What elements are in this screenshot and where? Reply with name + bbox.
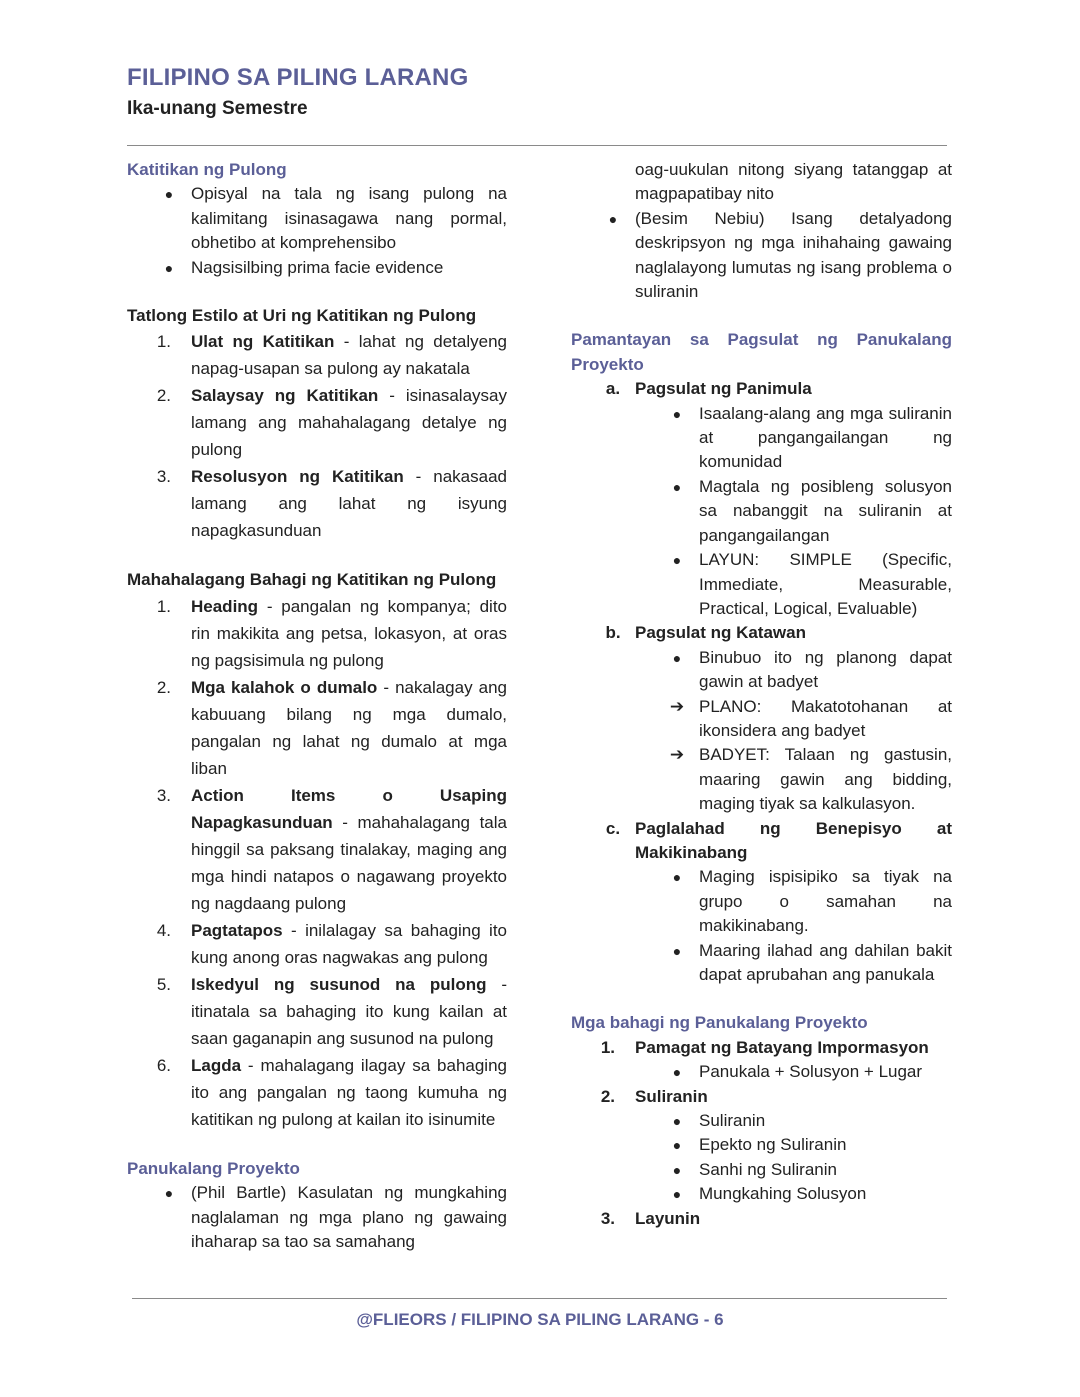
bullet-icon: ●: [672, 1064, 682, 1081]
section-heading-pamantayan: Pamantayan sa Pagsulat ng Panukalang Proyekto: [571, 330, 952, 374]
list-item: ● Binubuo ito ng planong dapat gawin at badyet: [571, 646, 952, 695]
list-item: ● LAYUN: SIMPLE (Specific, Immediate, Measurable, Practical, Logical, Evaluable): [571, 548, 952, 621]
list-item: ● Magtala ng posibleng solusyon sa nabanggit na suliranin at pangangailangan: [571, 475, 952, 548]
section-heading-bahagi: Mahahalagang Bahagi ng Katitikan ng Pulong: [127, 570, 497, 590]
section-heading-mga-bahagi: Mga bahagi ng Panukalang Proyekto: [571, 1013, 868, 1033]
list-item: ● Panukala + Solusyon + Lugar: [571, 1060, 952, 1084]
header-divider: [127, 145, 947, 146]
numbered-item: 3. Resolusyon ng Katitikan - nakasaad lamang ang lahat ng isyung napagkasunduan: [156, 467, 507, 541]
numbered-item: 1. Ulat ng Katitikan - lahat ng detalyeng napag-usapan sa pulong ay nakatala: [156, 332, 508, 379]
numbered-item: 3. Layunin: [600, 1208, 701, 1228]
arrow-icon: ➔: [669, 745, 685, 765]
bullet-icon: ●: [672, 942, 682, 959]
page-footer: @FLIEORS / FILIPINO SA PILING LARANG - 6: [356, 1310, 724, 1329]
numbered-item: 5. Iskedyul ng susunod na pulong - itinatala sa bahaging ito kung kailan at saan gaganapin ang susunod na pulong: [156, 974, 507, 1048]
lettered-item: b. Pagsulat ng Katawan: [605, 623, 806, 643]
bullet-icon: ●: [608, 210, 618, 227]
numbered-item: 6. Lagda - mahalagang ilagay sa bahaging ito ang pangalan ng taong kumuha ng katitikan ng pulong at kailan ito isinumite: [156, 1055, 507, 1129]
list-item: ➔ BADYET: Talaan ng gastusin, maaring gawin ang bidding, maging tiyak sa kalkulasyon.: [571, 743, 952, 816]
numbered-item: 2. Salaysay ng Katitikan - isinasalaysay lamang ang mahahalagang detalye ng pulong: [156, 386, 507, 460]
bullet-icon: ●: [164, 259, 174, 276]
page-subtitle: Ika-unang Semestre: [127, 98, 308, 119]
list-item: ● Epekto ng Suliranin: [571, 1133, 952, 1157]
list-item: ● Isaalang-alang ang mga suliranin at pangangailangan ng komunidad: [571, 402, 952, 475]
numbered-item: 4. Pagtatapos - inilalagay sa bahaging ito kung anong oras nagwakas ang pulong: [156, 920, 507, 967]
numbered-item: 2. Mga kalahok o dumalo - nakalagay ang kabuuang bilang ng mga dumalo, pangalan ng lahat ng dumalo at mga liban: [156, 677, 508, 778]
section-heading-estilo: Tatlong Estilo at Uri ng Katitikan ng Pulong: [127, 306, 477, 326]
numbered-item: 3. Action Items o Usaping Napagkasunduan - mahahalagang tala hinggil sa paksang tinalakay, maging ang mga hindi natapos o nagawang proyekto ng nagdaang pulong: [156, 785, 507, 913]
list-item: ● Opisyal na tala ng isang pulong na kalimitang isinasagawa nang pormal, obhetibo at komprehensibo: [127, 182, 507, 255]
bullet-icon: ●: [672, 405, 682, 422]
section-heading-katitikan: Katitikan ng Pulong: [127, 160, 287, 179]
list-item: ● Maaring ilahad ang dahilan bakit dapat aprubahan ang panukala: [571, 939, 952, 988]
bullet-icon: ●: [672, 1186, 682, 1203]
bullet-icon: ●: [672, 649, 682, 666]
list-item-continued: oag-uukulan nitong siyang tatanggap at magpapatibay nito: [635, 160, 952, 204]
lettered-item: c. Paglalahad ng Benepisyo at Makikinabang: [605, 818, 952, 862]
bullet-icon: ●: [164, 1185, 174, 1202]
left-column: [127, 158, 507, 1254]
numbered-item: 2. Suliranin: [600, 1086, 708, 1106]
right-column: [571, 158, 952, 1231]
footer-divider: [132, 1298, 947, 1299]
numbered-item: 1. Pamagat ng Batayang Impormasyon: [600, 1037, 929, 1057]
list-item: ➔ PLANO: Makatotohanan at ikonsidera ang badyet: [571, 695, 952, 744]
list-item: ● (Besim Nebiu) Isang detalyadong deskripsyon ng mga inihahaing gawaing naglalayong lumutas ng isang problema o suliranin: [571, 207, 952, 305]
list-item: ● Mungkahing Solusyon: [571, 1182, 952, 1206]
bullet-icon: ●: [672, 552, 682, 569]
bullet-icon: ●: [672, 869, 682, 886]
list-item: ● Nagsisilbing prima facie evidence: [127, 256, 507, 280]
bullet-icon: ●: [164, 186, 174, 203]
bullet-icon: ●: [672, 1113, 682, 1130]
bullet-icon: ●: [672, 1137, 682, 1154]
list-item: ● Sanhi ng Suliranin: [571, 1158, 952, 1182]
list-item: ● Suliranin: [571, 1109, 952, 1133]
bullet-icon: ●: [672, 478, 682, 495]
list-item: ● Maging ispisipiko sa tiyak na grupo o samahan na makikinabang.: [571, 865, 952, 938]
lettered-item: a. Pagsulat ng Panimula: [605, 379, 812, 399]
section-heading-panukala: Panukalang Proyekto: [127, 1158, 300, 1178]
bullet-icon: ●: [672, 1161, 682, 1178]
numbered-item: 1. Heading - pangalan ng kompanya; dito rin makikita ang petsa, lokasyon, at oras ng pagsisimula ng pulong: [156, 596, 507, 670]
list-item: ● (Phil Bartle) Kasulatan ng mungkahing naglalaman ng mga plano ng gawaing ihaharap sa tao sa samahang: [127, 1181, 507, 1254]
page-title: FILIPINO SA PILING LARANG: [127, 64, 469, 91]
arrow-icon: ➔: [669, 696, 685, 716]
